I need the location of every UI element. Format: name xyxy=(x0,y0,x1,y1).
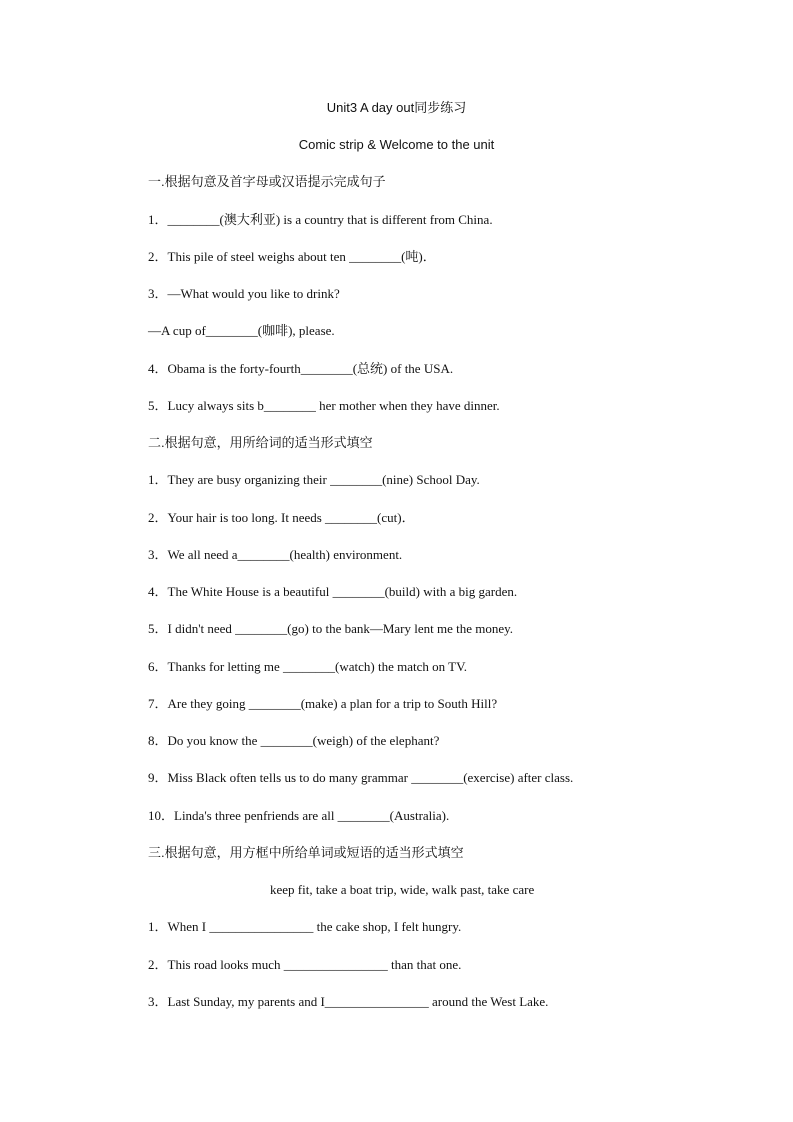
section-3-item-2: 2．This road looks much ________________ than that one. xyxy=(148,957,462,972)
section-3-item-3: 3．Last Sunday, my parents and I________________ around the West Lake. xyxy=(148,994,549,1009)
section-2-item-5: 5．I didn't need ________(go) to the bank—Mary lent me the money. xyxy=(148,621,514,636)
section-1-item-3-answer: —A cup of________(咖啡), please. xyxy=(148,323,335,338)
section-2-item-4: 4．The White House is a beautiful ________(build) with a big garden. xyxy=(148,584,518,599)
section-1-item-3-question: 3．—What would you like to drink? xyxy=(148,286,340,301)
section-3-item-1: 1．When I ________________ the cake shop, I felt hungry. xyxy=(148,919,462,934)
section-2-item-6: 6．Thanks for letting me ________(watch) the match on TV. xyxy=(148,659,468,674)
section-2-item-9: 9．Miss Black often tells us to do many grammar ________(exercise) after class. xyxy=(148,770,574,785)
section-3-word-box: keep fit, take a boat trip, wide, walk past, take care xyxy=(270,882,535,897)
section-1-item-1: 1．________(澳大利亚) is a country that is different from China. xyxy=(148,212,493,227)
section-3-heading: 三.根据句意，用方框中所给单词或短语的适当形式填空 xyxy=(148,845,464,860)
section-2-item-8: 8．Do you know the ________(weigh) of the elephant? xyxy=(148,733,440,748)
section-2-item-2: 2．Your hair is too long. It needs ________(cut)． xyxy=(148,510,415,525)
section-1-item-5: 5．Lucy always sits b________ her mother when they have dinner. xyxy=(148,398,500,413)
section-1-heading: 一.根据句意及首字母或汉语提示完成句子 xyxy=(148,174,386,189)
worksheet-subtitle: Comic strip & Welcome to the unit xyxy=(298,137,495,152)
section-2-item-3: 3．We all need a________(health) environment. xyxy=(148,547,403,562)
worksheet-title: Unit3 A day out同步练习 xyxy=(326,100,467,115)
section-2-heading: 二.根据句意，用所给词的适当形式填空 xyxy=(148,435,373,450)
section-1-item-4: 4．Obama is the forty-fourth________(总统) of the USA. xyxy=(148,361,454,376)
section-2-item-10: 10．Linda's three penfriends are all ________(Australia). xyxy=(148,808,450,823)
section-2-item-1: 1．They are busy organizing their ________(nine) School Day. xyxy=(148,472,480,487)
section-2-item-7: 7．Are they going ________(make) a plan for a trip to South Hill? xyxy=(148,696,498,711)
section-1-item-2: 2．This pile of steel weighs about ten ________(吨)． xyxy=(148,249,436,264)
